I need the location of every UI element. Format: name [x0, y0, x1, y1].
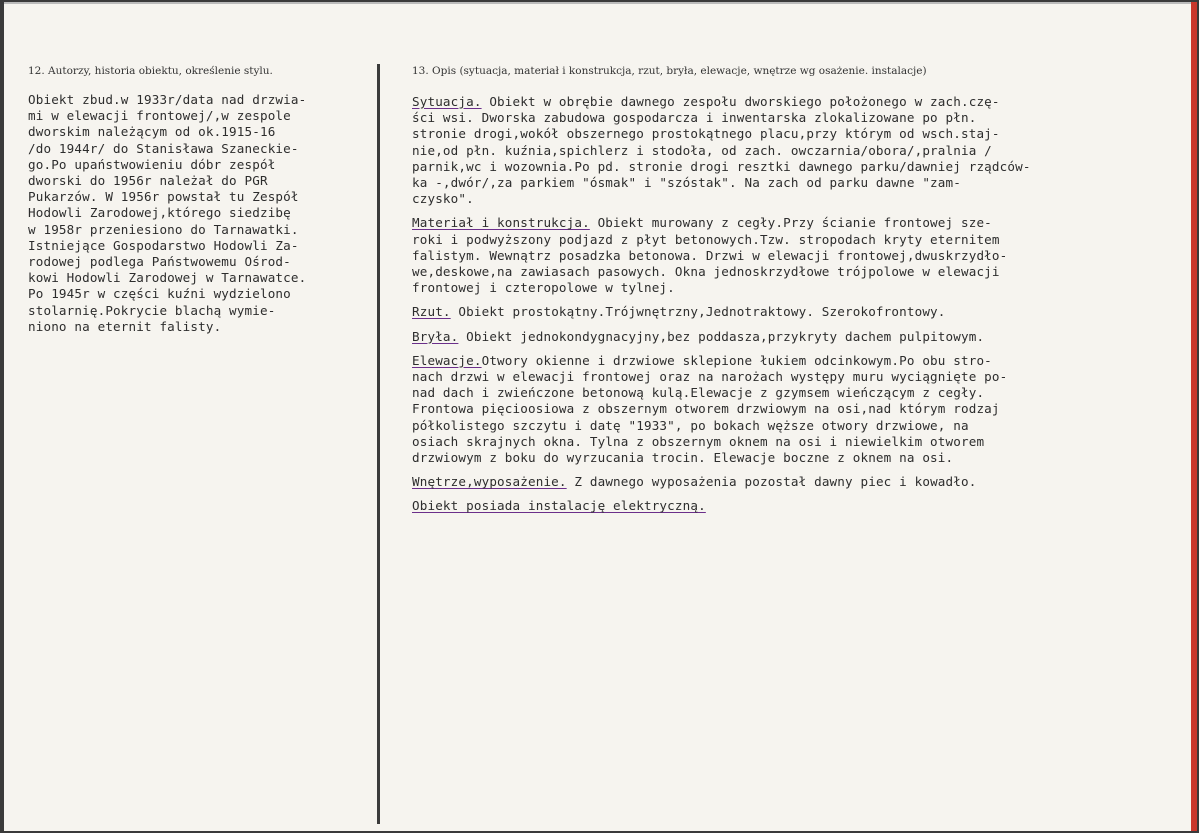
description-line: [412, 215, 1031, 231]
description-line: stronie drogi,wokół obszernego prostokątnego placu,przy którym od wsch.staj-: [412, 126, 1000, 142]
section-text: Z dawnego wyposażenia pozostał dawny piec i kowadło.: [566, 474, 977, 490]
section-label: Elewacje.: [412, 352, 482, 368]
description-text: [412, 94, 1031, 523]
description-line: roki i podwyższony podjazd z płyt betonowych.Tzw. stropodach kryty eternitem: [412, 231, 1000, 247]
history-line: Pukarzów. W 1956r powstał tu Zespół: [28, 189, 299, 205]
description-line: [412, 329, 1031, 345]
description-line: nie,od płn. kuźnia,spichlerz i stodoła, od zach. owczarnia/obora/,pralnia /: [412, 142, 992, 158]
history-line: w 1958r przeniesiono do Tarnawatki.: [28, 221, 299, 237]
description-line: [412, 304, 1031, 320]
history-line: kowi Hodowli Zarodowej w Tarnawatce.: [28, 270, 307, 286]
description-line: parnik,wc i wozownia.Po pd. stronie drogi resztki dawnego parku/dawniej rządców-: [412, 158, 1031, 174]
description-line: osiach skrajnych okna. Tylna z obszernym oknem na osi i niewielkim otworem: [412, 433, 985, 449]
description-line: falistym. Wewnątrz posadzka betonowa. Drzwi w elewacji frontowej,dwuskrzydło-: [412, 247, 1008, 263]
section-text: Obiekt w obrębie dawnego zespołu dworskiego położonego w zach.czę-: [481, 94, 1000, 109]
section-text: Obiekt jednokondygnacyjny,bez poddasza,przykryty dachem pulpitowym.: [458, 328, 985, 344]
history-line: dworski do 1956r należał do PGR: [28, 173, 268, 189]
description-section: [412, 304, 1031, 320]
section-label: Obiekt posiada instalację elektryczną.: [412, 498, 706, 514]
inventory-card: [4, 2, 1197, 831]
description-line: Frontowa pięcioosiowa z obszernym otworem drzwiowym na osi,nad którym rodzaj: [412, 401, 1000, 417]
section-label: Rzut.: [412, 304, 451, 320]
section-text: Obiekt prostokątny.Trójwnętrzny,Jednotraktowy. Szerokofrontowy.: [450, 304, 946, 320]
section-text: Otwory okienne i drzwiowe sklepione łukiem odcinkowym.Po obu stro-: [481, 352, 992, 368]
section-label: Sytuacja.: [412, 94, 482, 109]
description-line: czysko".: [412, 191, 474, 207]
history-line: Istniejące Gospodarstwo Hodowli Za-: [28, 237, 299, 253]
history-line: Po 1945r w części kuźni wydzielono: [28, 286, 291, 302]
section-label: Bryła.: [412, 328, 459, 344]
history-line: Hodowli Zarodowej,którego siedzibę: [28, 205, 291, 221]
history-line: go.Po upaństwowieniu dóbr zespół: [28, 156, 276, 172]
description-line: nad dach i zwieńczone betonową kulą.Elewacje z gzymsem wieńczącym z cegły.: [412, 385, 985, 401]
description-line: [412, 353, 1031, 369]
history-text: [28, 92, 306, 335]
history-line: Obiekt zbud.w 1933r/data nad drzwia-: [28, 92, 307, 107]
description-line: drzwiowym z boku do wyrzucania trocin. Elewacje boczne z oknem na osi.: [412, 450, 954, 466]
card-top-edge: [4, 2, 1191, 4]
description-section: [412, 329, 1031, 345]
description-line: nach drzwi w elewacji frontowej oraz na narożach występy muru wyciągnięte po-: [412, 369, 1008, 385]
description-line: [412, 498, 1031, 514]
description-line: we,deskowe,na zawiasach pasowych. Okna jednoskrzydłowe trójpolowe w elewacji: [412, 264, 1000, 280]
history-line: dworskim należącym od ok.1915-16: [28, 124, 276, 140]
history-line: stolarnię.Pokrycie blachą wymie-: [28, 302, 276, 318]
column-divider: [377, 64, 380, 824]
description-section: [412, 353, 1031, 466]
history-line: rodowej podlega Państwowemu Ośrod-: [28, 254, 291, 270]
header-left: 12. Autorzy, historia obiektu, określenie stylu.: [28, 65, 273, 77]
history-line: /do 1944r/ do Stanisława Szaneckie-: [28, 140, 299, 156]
description-line: ści wsi. Dworska zabudowa gospodarcza i inwentarska zlokalizowane po płn.: [412, 110, 977, 126]
description-section: [412, 474, 1031, 490]
history-line: mi w elewacji frontowej/,w zespole: [28, 108, 291, 124]
description-line: [412, 474, 1031, 490]
description-line: [412, 94, 1031, 110]
description-section: [412, 498, 1031, 514]
description-section: [412, 94, 1031, 207]
description-line: frontowej i czteropolowe w tylnej.: [412, 280, 675, 296]
description-line: półkolistego szczytu i datę "1933", po bokach węższe otwory drzwiowe, na: [412, 417, 969, 433]
history-line: niono na eternit falisty.: [28, 318, 222, 334]
header-right: 13. Opis (sytuacja, materiał i konstrukcja, rzut, bryła, elewacje, wnętrze wg osażenie. instalacje): [412, 65, 927, 77]
section-label: Wnętrze,wyposażenie.: [412, 474, 567, 490]
section-label: Materiał i konstrukcja.: [412, 215, 590, 231]
section-text: Obiekt murowany z cegły.Przy ścianie frontowej sze-: [589, 215, 992, 231]
description-section: [412, 215, 1031, 296]
description-line: ka -,dwór/,za parkiem "ósmak" i "szóstak". Na zach od parku dawne "zam-: [412, 175, 961, 191]
